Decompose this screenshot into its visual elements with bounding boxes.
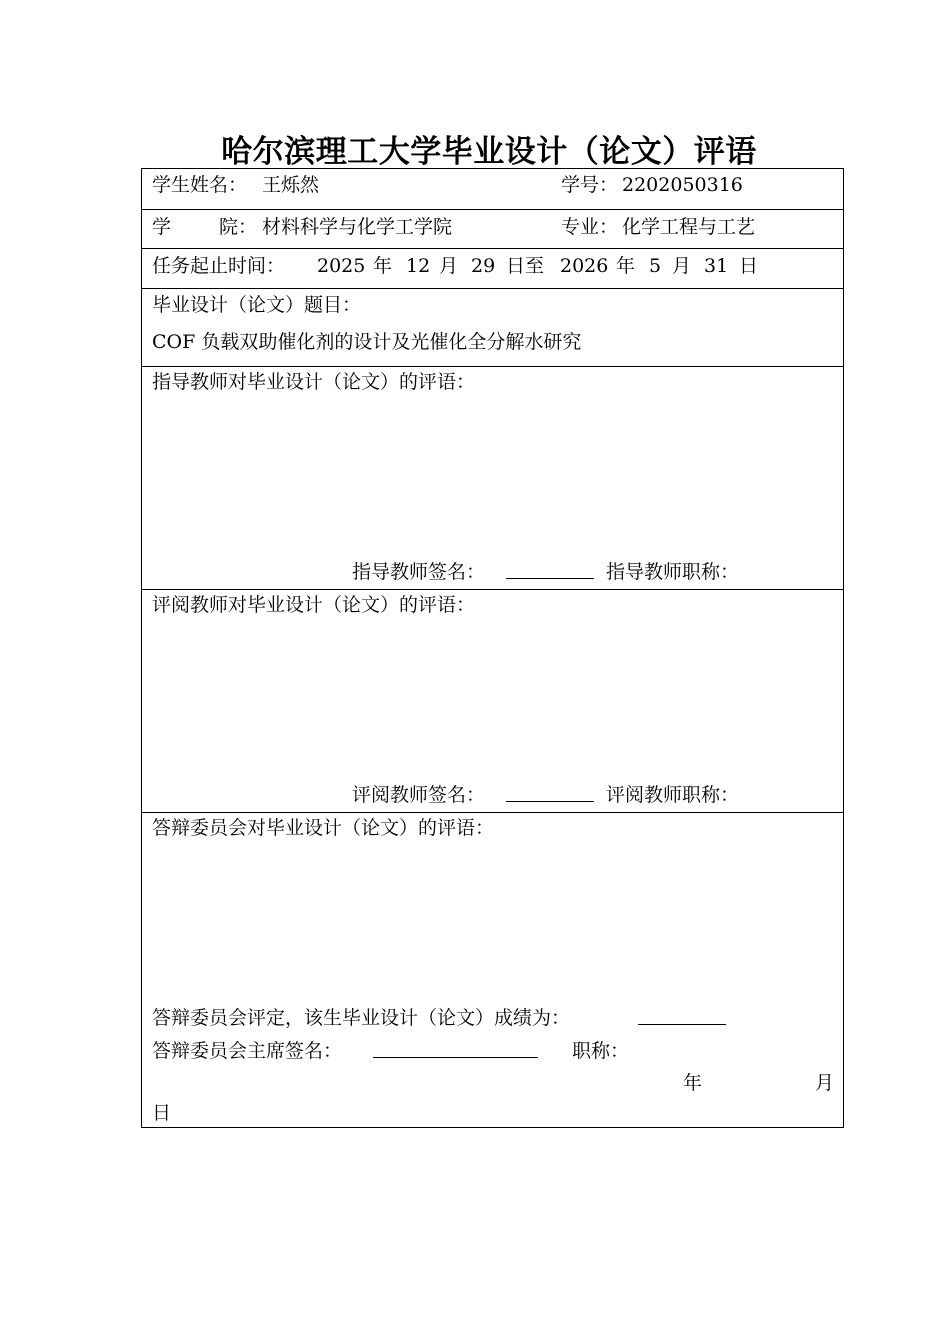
major-value: 化学工程与工艺 — [622, 216, 756, 238]
period-month-char-2: 月 — [672, 255, 692, 277]
advisor-section — [142, 367, 843, 590]
topic-row — [142, 289, 843, 367]
period-year-char-1: 年 — [373, 255, 393, 277]
advisor-rank-label: 指导教师职称： — [606, 561, 740, 583]
committee-chair-sign-label: 答辩委员会主席签名： — [152, 1040, 343, 1062]
evaluation-form — [141, 168, 844, 1128]
period-start-year: 2025 — [317, 255, 366, 277]
student-name-label: 学生姓名： — [152, 174, 248, 196]
period-month-char-1: 月 — [439, 255, 459, 277]
student-row — [142, 169, 843, 210]
committee-grade-label: 答辩委员会评定，该生毕业设计（论文）成绩为： — [152, 1007, 571, 1029]
period-to: 日至 — [506, 255, 545, 277]
student-name-value: 王烁然 — [262, 174, 320, 196]
committee-year-char: 年 — [683, 1072, 703, 1094]
document-title: 哈尔滨理工大学毕业设计（论文）评语 — [221, 134, 757, 170]
topic-label: 毕业设计（论文）题目： — [152, 294, 362, 316]
period-day-char: 日 — [739, 255, 759, 277]
committee-grade-blank[interactable] — [638, 1006, 726, 1031]
committee-chair-sign-blank[interactable] — [373, 1039, 538, 1064]
period-start-day: 29 — [471, 255, 496, 277]
period-end-month: 5 — [649, 255, 662, 277]
reviewer-section — [142, 590, 843, 813]
advisor-sign-blank[interactable] — [506, 560, 594, 585]
period-start-month: 12 — [406, 255, 431, 277]
college-label-b: 院： — [219, 216, 258, 238]
committee-month-char: 月 — [815, 1072, 835, 1094]
student-id-label: 学号： — [561, 174, 619, 196]
reviewer-sign-label: 评阅教师签名： — [352, 784, 486, 806]
committee-comment-label: 答辩委员会对毕业设计（论文）的评语： — [152, 817, 495, 839]
major-label: 专业： — [561, 216, 619, 238]
period-end-day: 31 — [704, 255, 729, 277]
committee-day-char: 日 — [152, 1102, 172, 1124]
reviewer-comment-label: 评阅教师对毕业设计（论文）的评语： — [152, 594, 476, 616]
committee-section — [142, 813, 843, 1127]
advisor-comment-label: 指导教师对毕业设计（论文）的评语： — [152, 371, 476, 393]
reviewer-rank-label: 评阅教师职称： — [606, 784, 740, 806]
student-id-value: 2202050316 — [622, 174, 743, 196]
college-row — [142, 210, 843, 249]
period-row — [142, 249, 843, 289]
college-label-a: 学 — [152, 216, 172, 238]
committee-rank-label: 职称： — [572, 1040, 630, 1062]
period-end-year: 2026 — [560, 255, 609, 277]
topic-value: COF 负载双助催化剂的设计及光催化全分解水研究 — [152, 331, 582, 353]
college-value: 材料科学与化学工学院 — [262, 216, 453, 238]
period-label: 任务起止时间： — [152, 255, 286, 277]
advisor-sign-label: 指导教师签名： — [352, 561, 486, 583]
reviewer-sign-blank[interactable] — [506, 783, 594, 808]
period-year-char-2: 年 — [616, 255, 636, 277]
